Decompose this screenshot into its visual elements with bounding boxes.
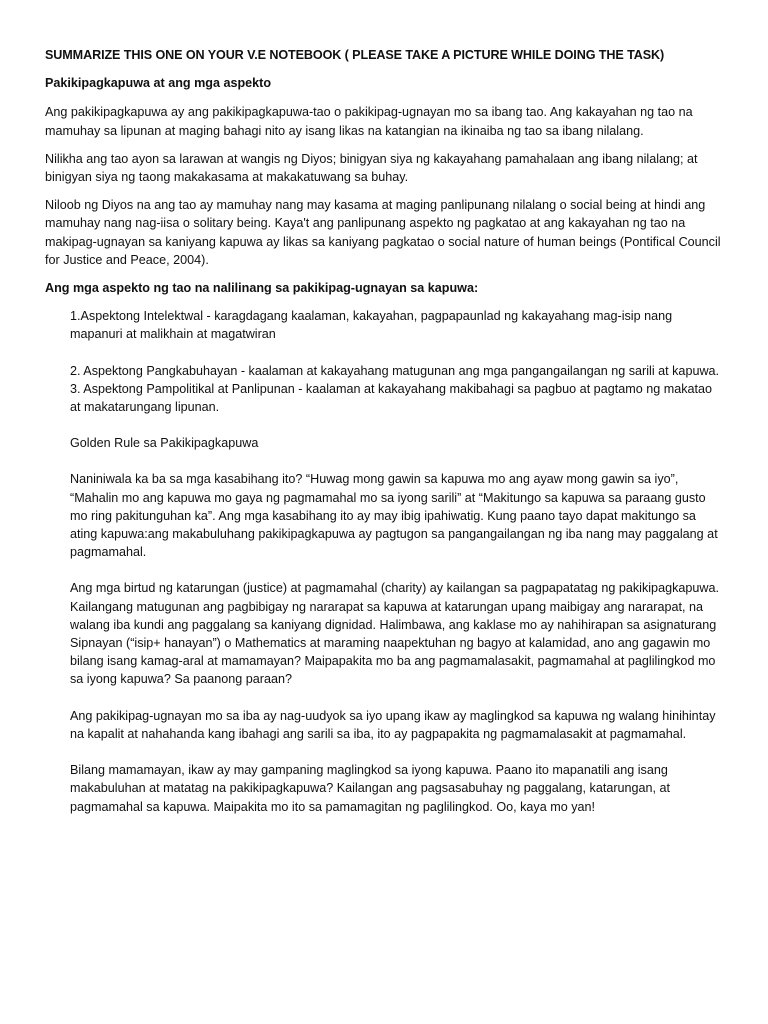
aspect-item-2: 2. Aspektong Pangkabuhayan - kaalaman at kakayahang matugunan ang mga pangangailangan ng sarili at kapuwa.: [70, 363, 720, 378]
golden-rule-paragraph-4: Bilang mamamayan, ikaw ay may gampaning maglingkod sa iyong kapuwa. Paano ito mapanatili ang isang makabuluhan at matatag na pakikipagkapuwa? Kailangan ang pagsasabuhay ng paggalang, katarungan, at pagmamahal sa kapuwa. Maipakita mo ito sa pamamagitan ng paglilingkod. Oo, kaya mo yan!: [70, 763, 671, 814]
spacer: [70, 452, 724, 470]
document-title: Pakikipagkapuwa at ang mga aspekto: [45, 76, 272, 91]
document-header: SUMMARIZE THIS ONE ON YOUR V.E NOTEBOOK ( PLEASE TAKE A PICTURE WHILE DOING THE TASK): [45, 48, 665, 62]
golden-rule-title: Golden Rule sa Pakikipagkapuwa: [70, 436, 259, 451]
aspects-title: Ang mga aspekto ng tao na nalilinang sa pakikipag-ugnayan sa kapuwa:: [45, 281, 479, 296]
aspect-item-1: 1.Aspektong Intelektwal - karagdagang kaalaman, kakayahan, pagpapaunlad ng kakayahang mag-isip nang mapanuri at malikhain at magatwiran: [70, 309, 673, 342]
aspects-section: [45, 307, 728, 815]
spacer: [70, 344, 724, 362]
golden-rule-paragraph-1: Naniniwala ka ba sa mga kasabihang ito? “Huwag mong gawin sa kapuwa mo ang ayaw mong gawin sa iyo”, “Mahalin mo ang kapuwa mo gaya ng pagmamahal mo sa iyong sarili” at “Makitungo sa kapuwa sa paraang gusto mo ring pakitunguhan ka”. Ang mga kasabihang ito ay may ibig ipahiwatig. Kung paano tayo dapat makitungo sa ating kapuwa:ang makabuluhang pakikipagkapuwa ay pagtugon sa pangangailangan ng iba nang may paggalang at pagmamahal.: [70, 472, 718, 560]
paragraph-2: Nilikha ang tao ayon sa larawan at wangis ng Diyos; binigyan siya ng kakayahang pamahalaan ang ibang nilalang; at binigyan siya ng taong makakasama at makakatuwang sa buhay.: [45, 151, 698, 185]
paragraph-3: Niloob ng Diyos na ang tao ay mamuhay nang may kasama at maging panlipunang nilalang o social being at hindi ang mamuhay nang nag-iisa o solitary being. Kaya't ang panlipunang aspekto ng pagkatao at ang kakayahan ng tao na makipag-ugnayan sa kaniyang kapuwa ay likas sa kaniyang pagkatao o social nature of human beings (Pontifical Council for Justice and Peace, 2004).: [45, 198, 721, 267]
spacer: [70, 743, 724, 761]
paragraph-1: Ang pakikipagkapuwa ay ang pakikipagkapuwa-tao o pakikipag-ugnayan mo sa ibang tao. Ang kakayahan ng tao na mamuhay sa lipunan at maging bahagi nito ay isang likas na katangian na ikinaiba ng tao sa ibang nilalang.: [45, 105, 693, 138]
aspect-item-3: 3. Aspektong Pampolitikal at Panlipunan - kaalaman at kakayahang makibahagi sa pagbuo at pagtamo ng makatao at makatarungang lipunan.: [70, 381, 713, 415]
spacer: [70, 561, 724, 579]
golden-rule-paragraph-3: Ang pakikipag-ugnayan mo sa iba ay nag-uudyok sa iyo upang ikaw ay maglingkod sa kapuwa ng walang hinihintay na kapalit at nahahanda kang ibahagi ang sarili sa iba, ito ay pagpapakita ng pagmamalasakit at pagmamahal.: [70, 708, 716, 741]
spacer: [70, 416, 724, 434]
spacer: [70, 689, 724, 707]
golden-rule-paragraph-2: Ang mga birtud ng katarungan (justice) at pagmamahal (charity) ay kailangan sa pagpapatatag ng pakikipagkapuwa. Kailangang matugunan ang pagbibigay ng nararapat sa kapuwa at katarungan upang maibigay ang nararapat, na walang iba kundi ang paggalang sa kaniyang dignidad. Halimbawa, ang kaklase mo ay nahihirapan sa asignaturang Sipnayan (“isip+ hanayan”) o Mathematics at maraming naapektuhan ng bagyo at kalamidad, ano ang gagawin mo bilang isang kamag-aral at mamamayan? Maipapakita mo ba ang pagmamalasakit, pagmamahal at paglilingkod mo sa iyong kapuwa? Sa paanong paraan?: [70, 581, 719, 687]
